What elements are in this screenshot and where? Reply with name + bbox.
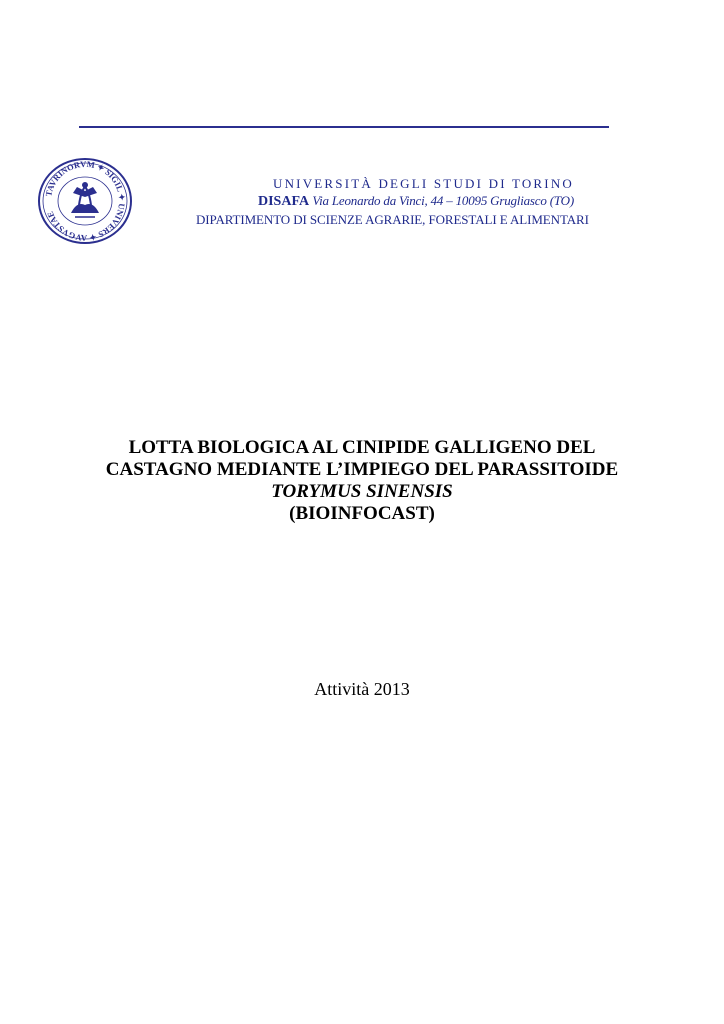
header-rule xyxy=(79,126,609,128)
address-line xyxy=(258,193,574,210)
title-line-species: TORYMUS SINENSIS xyxy=(271,481,453,502)
document-title xyxy=(60,437,664,525)
university-seal-logo xyxy=(37,157,133,245)
title-line-2: CASTAGNO MEDIANTE L’IMPIEGO DEL PARASSITOIDE xyxy=(105,459,619,480)
department-name: DIPARTIMENTO DI SCIENZE AGRARIE, FORESTALI E ALIMENTARI xyxy=(196,212,589,227)
department-address: Via Leonardo da Vinci, 44 – 10095 Grugliasco (TO) xyxy=(312,193,574,208)
svg-text:TAVRINORVM ✦ SIGIL ✦ UNIVERS ✦: TAVRINORVM ✦ SIGIL ✦ UNIVERS ✦ AVGVSTAE xyxy=(43,158,128,244)
university-name: UNIVERSITÀ DEGLI STUDI DI TORINO xyxy=(273,176,575,191)
title-line-1: LOTTA BIOLOGICA AL CINIPIDE GALLIGENO DEL xyxy=(128,437,596,458)
title-line-project-code: (BIOINFOCAST) xyxy=(289,503,435,524)
activity-year: Attività 2013 xyxy=(314,679,410,699)
department-acronym: DISAFA xyxy=(258,194,310,209)
